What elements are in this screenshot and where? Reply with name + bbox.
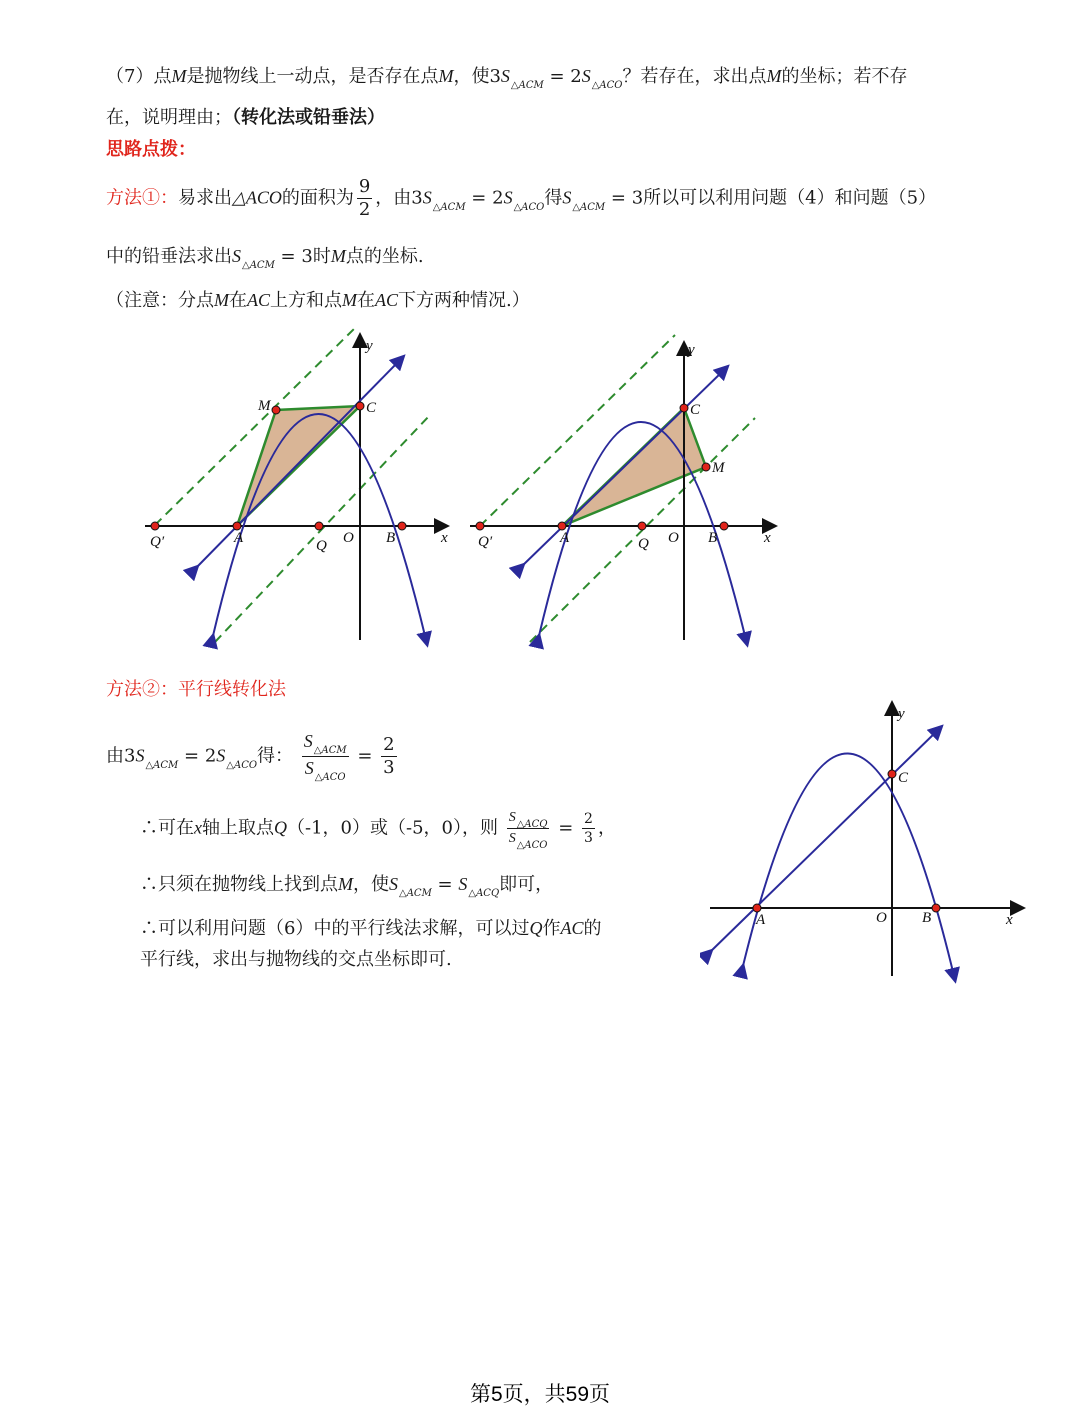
parabola (742, 753, 954, 976)
graph-m-below-ac (460, 330, 790, 650)
label-m: M (258, 398, 271, 414)
point-q (315, 522, 323, 530)
point-c (888, 770, 896, 778)
point-a (558, 522, 566, 530)
method1-line-1: 方法①：易求出△ACO的面积为 $\frac{9}{2}$ ，由$3S_{\triangle ACM} = 2S_{\triangle ACO}$得$S_{\triangle ACM} = 3$所以可以利用问题（4）和问题（5） (106, 176, 937, 220)
label-x: x (441, 530, 448, 546)
point-m (272, 406, 280, 414)
method2-title: 方法②：平行线转化法 (106, 679, 286, 700)
label-a: A (560, 530, 570, 546)
q7-line-2: 在，说明理由；（转化法或铅垂法） (106, 107, 385, 128)
label-c: C (690, 402, 701, 418)
fraction-9-2: $\frac{9}{2}$ (358, 176, 371, 220)
method2-line-4: ∴可以利用问题（6）中的平行线法求解，可以过Q作AC的 (140, 918, 602, 939)
point-qprime (151, 522, 159, 530)
label-m: M (712, 460, 725, 476)
method2-line-3: ∴只须在抛物线上找到点M，使$S_{\triangle ACM} = S_{\triangle ACQ}$即可， (140, 874, 554, 899)
label-o: O (343, 530, 354, 546)
line-ac (708, 730, 938, 954)
point-c (356, 402, 364, 410)
point-qprime (476, 522, 484, 530)
hint-title: 思路点拨： (106, 139, 196, 160)
label-b: B (386, 530, 396, 546)
q7-line-1: （7）点M是抛物线上一动点，是否存在点M，使$3S_{\triangle ACM} = 2S_{\triangle ACO}$？若存在，求出点M的坐标；若不存 (106, 66, 908, 91)
dashed-parallel-upper (480, 335, 675, 526)
label-qprime: Q′ (150, 534, 165, 550)
method2-line-1: 由$3S_{\triangle ACM} = 2S_{\triangle ACO}$得： $\frac{S_{\triangle ACM}}{S_{\triangle ACO}}$ = $\frac{2}{3}$ (106, 731, 395, 783)
page-footer: 第5页，共59页 (469, 1383, 611, 1406)
label-b: B (708, 530, 718, 546)
fraction-2-3: $\frac{2}{3}$ (383, 734, 395, 778)
label-y: y (898, 706, 905, 722)
fraction-area-ratio: $\frac{S_{\triangle ACM}}{S_{\triangle ACO}}$ (303, 731, 347, 783)
label-x: x (764, 530, 771, 546)
label-a: A (756, 912, 766, 928)
label-y: y (688, 342, 695, 358)
label-a: A (234, 530, 244, 546)
point-b (932, 904, 940, 912)
point-c (680, 404, 688, 412)
fraction-acq-aco: $\frac{S_{\triangle ACQ}}{S_{\triangle ACO}}$ (508, 810, 548, 851)
label-qprime: Q′ (478, 534, 493, 550)
graph-method2 (700, 700, 1030, 985)
point-m (702, 463, 710, 471)
method1-note: （注意：分点M在AC上方和点M在AC下方两种情况.） (106, 290, 530, 311)
method2-line-5: 平行线，求出与抛物线的交点坐标即可. (140, 949, 452, 970)
label-c: C (898, 770, 909, 786)
label-b: B (922, 910, 932, 926)
label-o: O (876, 910, 887, 926)
label-c: C (366, 400, 377, 416)
graph-m-above-ac (130, 320, 460, 650)
label-y: y (366, 338, 373, 354)
point-a (233, 522, 241, 530)
point-b (720, 522, 728, 530)
method1-line-2: 中的铅垂法求出$S_{\triangle ACM} = 3$时M点的坐标. (106, 246, 424, 271)
point-q (638, 522, 646, 530)
fraction-2-3-small: $\frac{2}{3}$ (584, 811, 593, 846)
point-b (398, 522, 406, 530)
label-q: Q (638, 536, 649, 552)
label-o: O (668, 530, 679, 546)
method2-line-2: ∴可在x轴上取点Q（-1，0）或（-5，0），则 $\frac{S_{\triangle ACQ}}{S_{\triangle ACO}}$ = $\frac{2}{3}$ ， (140, 810, 616, 851)
label-q: Q (316, 538, 327, 554)
point-a (753, 904, 761, 912)
label-x: x (1006, 912, 1013, 928)
